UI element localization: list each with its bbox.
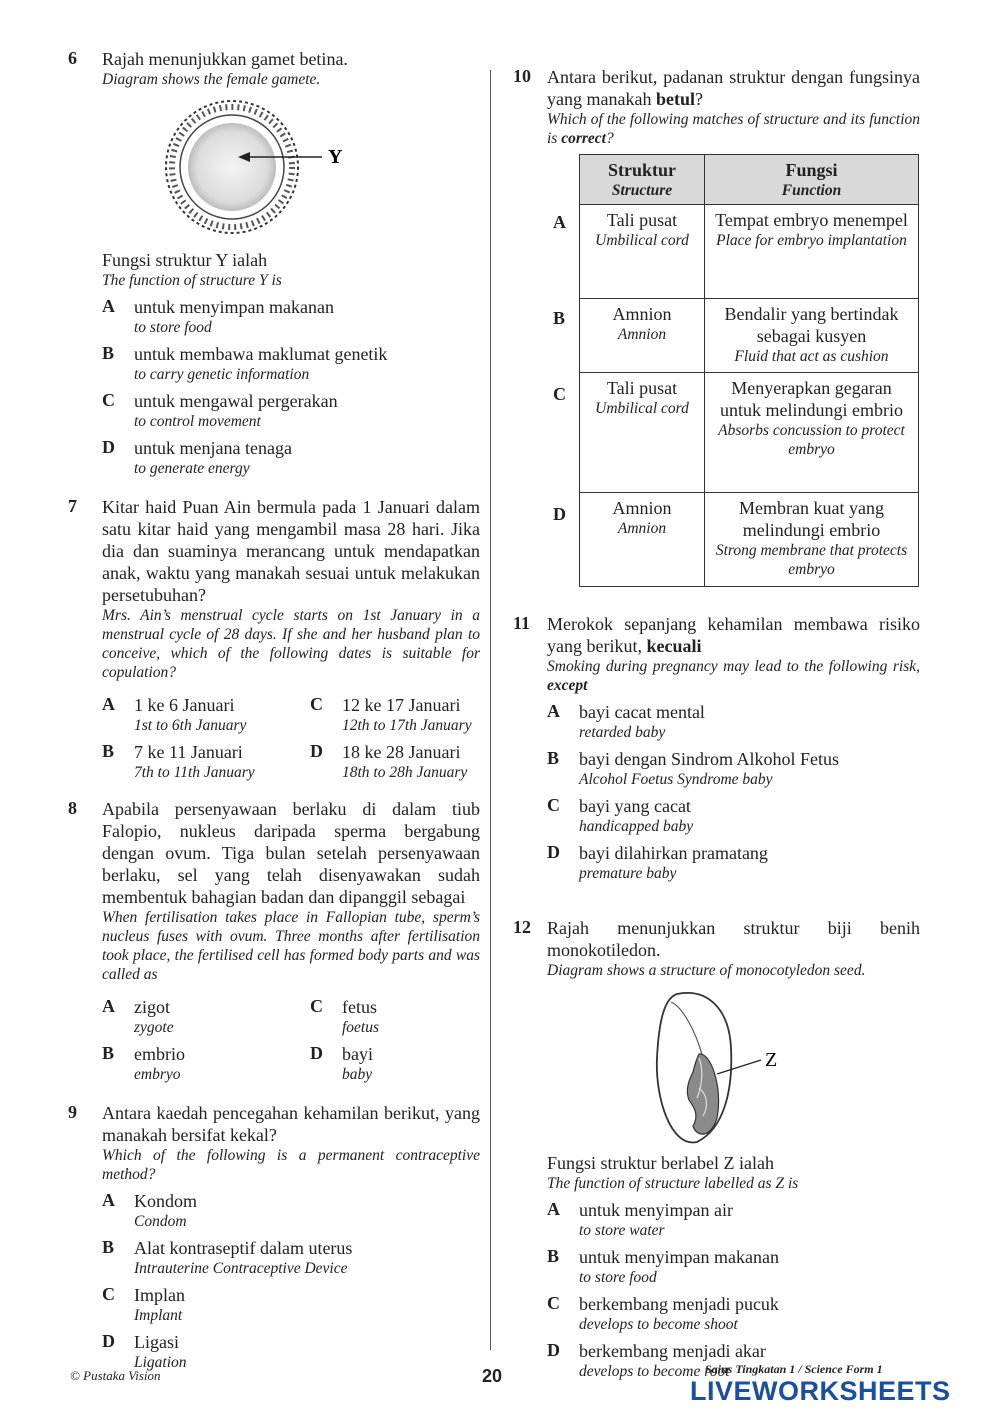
structure-function-table [579, 154, 919, 587]
table-header: Struktur Structure Fungsi Function [580, 155, 919, 205]
liveworksheets-logo[interactable]: LIVEWORKSHEETS [690, 1376, 951, 1406]
question-7 [60, 496, 480, 782]
question-text-en: Diagram shows a structure of monocotyledon seed. [547, 962, 866, 979]
option-c[interactable]: C Implan Implant [102, 1284, 185, 1324]
question-number: 11 [513, 613, 531, 633]
option-c[interactable]: C 12 ke 17 Januari 12th to 17th January [310, 694, 472, 734]
question-text-en: Smoking during pregnancy may lead to the following risk, except [547, 658, 920, 694]
option-c[interactable]: C bayi yang cacat handicapped baby [547, 795, 694, 835]
option-c[interactable]: C berkembang menjadi pucuk develops to become shoot [547, 1293, 779, 1333]
question-text-ms: Apabila persenyawaan berlaku di dalam tiub Falopio, nukleus daripada sperma bergabung dengan ovum. Tiga bulan setelah persenyawaan berlaku, sel yang telah disenyawakan sudah membentuk bahagian badan dan dipanggil sebagai [102, 799, 480, 907]
copyright: © Pustaka Vision [70, 1368, 161, 1383]
option-c[interactable]: C fetus foetus [310, 996, 380, 1036]
label-y: Y [328, 146, 343, 168]
question-text-en: Which of the following matches of structure and its function is correct? [547, 111, 920, 147]
option-b[interactable]: B embrio embryo [102, 1043, 185, 1083]
question-text-ms: Antara berikut, padanan struktur dengan fungsinya yang manakah betul? [547, 67, 920, 109]
question-text-ms: Antara kaedah pencegahan kehamilan berikut, yang manakah bersifat kekal? [102, 1103, 480, 1145]
option-a[interactable]: A Kondom Condom [102, 1190, 197, 1230]
option-c[interactable]: C untuk mengawal pergerakan to control movement [102, 390, 338, 430]
left-column [60, 40, 480, 1372]
stem-text-en: The function of structure labelled as Z is [547, 1175, 799, 1192]
question-text-ms: Merokok sepanjang kehamilan membawa risiko yang berikut, kecuali [547, 614, 920, 656]
stem-text-en: The function of structure Y is [102, 272, 282, 289]
option-a[interactable]: A untuk menyimpan makanan to store food [102, 296, 334, 336]
stem-text-ms: Fungsi struktur Y ialah [102, 250, 268, 270]
option-d[interactable]: D bayi dilahirkan pramatang premature baby [547, 842, 768, 882]
question-number: 6 [68, 48, 77, 68]
question-number: 9 [68, 1102, 77, 1122]
question-10: 10 Antara berikut, padanan struktur dengan fungsinya yang manakah betul? Which of the following matches of structure and its function is correct? Struktur Structure Fungsi Function Tali pusat Umbilical cord Tempat embryo menempel Place for embryo implantation Amnion Amnion Bendalir yang bertindak sebagai kusyen Fluid that act as cushion Tali pusat Umbilical cord Menyerapkan gegaran untuk melindungi embrio Absorbs concussion to protect embryo Amnion Amnion Membran kuat yang melindungi embrio Strong membrane that protects embryo A B C D [505, 66, 920, 587]
option-b[interactable]: B 7 ke 11 Januari 7th to 11th January [102, 741, 255, 781]
option-a[interactable]: A zigot zygote [102, 996, 174, 1036]
question-text-en: Diagram shows the female gamete. [102, 71, 321, 88]
question-text-en: Which of the following is a permanent contraceptive method? [102, 1147, 480, 1183]
subject-label: Sains Tingkatan 1 / Science Form 1 [705, 1362, 883, 1376]
option-d[interactable]: D bayi baby [310, 1043, 373, 1083]
question-text-en: When fertilisation takes place in Fallopian tube, sperm’s nucleus fuses with ovum. Three months after fertilisation took place, the fertilised cell has formed body parts and was called as [102, 909, 480, 983]
option-b[interactable]: B bayi dengan Sindrom Alkohol Fetus Alcohol Foetus Syndrome baby [547, 748, 839, 788]
question-text-ms: Rajah menunjukkan struktur biji benih monokotiledon. [547, 918, 920, 960]
option-d[interactable]: D Ligasi Ligation [102, 1331, 187, 1371]
page-number: 20 [482, 1366, 503, 1386]
option-b[interactable]: B untuk membawa maklumat genetik to carry genetic information [102, 343, 388, 383]
option-b[interactable]: B untuk menyimpan makanan to store food [547, 1246, 779, 1286]
question-number: 10 [513, 66, 531, 86]
option-d[interactable]: D untuk menjana tenaga to generate energy [102, 437, 292, 477]
question-text-ms: Kitar haid Puan Ain bermula pada 1 Januari dalam satu kitar haid yang mengambil masa 28 hari. Jika dia dan suaminya merancang untuk mendapatkan anak, waktu yang manakah sesuai untuk melakukan persetubuhan? [102, 497, 480, 605]
question-6 [60, 48, 480, 478]
female-gamete-diagram [132, 95, 372, 245]
stem-text-ms: Fungsi struktur berlabel Z ialah [547, 1153, 774, 1173]
question-number: 12 [513, 917, 531, 937]
option-a[interactable]: A 1 ke 6 Januari 1st to 6th January [102, 694, 247, 734]
right-column [505, 66, 920, 1381]
label-z: Z [765, 1049, 778, 1071]
table-row-d[interactable]: Amnion Amnion Membran kuat yang melindungi embrio Strong membrane that protects embryo [580, 493, 919, 587]
question-12 [505, 917, 920, 1381]
option-a[interactable]: A bayi cacat mental retarded baby [547, 701, 705, 741]
monocot-seed-diagram [637, 988, 837, 1148]
question-11 [505, 613, 920, 883]
question-number: 7 [68, 496, 77, 516]
column-divider [490, 70, 491, 1350]
option-b[interactable]: B Alat kontraseptif dalam uterus Intrauterine Contraceptive Device [102, 1237, 353, 1277]
question-number: 8 [68, 798, 77, 818]
option-d[interactable]: D berkembang menjadi akar develops to become root [547, 1340, 766, 1380]
option-a[interactable]: A untuk menyimpan air to store water [547, 1199, 733, 1239]
table-row-b[interactable]: Amnion Amnion Bendalir yang bertindak sebagai kusyen Fluid that act as cushion [580, 299, 919, 373]
question-9 [60, 1102, 480, 1372]
question-8 [60, 798, 480, 1084]
question-text-en: Mrs. Ain’s menstrual cycle starts on 1st January in a menstrual cycle of 28 days. If she and her husband plan to conceive, which of the following dates is suitable for copulation? [102, 607, 480, 681]
option-d[interactable]: D 18 ke 28 Januari 18th to 28h January [310, 741, 468, 781]
question-text-ms: Rajah menunjukkan gamet betina. [102, 49, 348, 69]
table-row-c[interactable]: Tali pusat Umbilical cord Menyerapkan gegaran untuk melindungi embrio Absorbs concussion to protect embryo [580, 373, 919, 493]
table-row-a[interactable]: Tali pusat Umbilical cord Tempat embryo menempel Place for embryo implantation [580, 205, 919, 299]
